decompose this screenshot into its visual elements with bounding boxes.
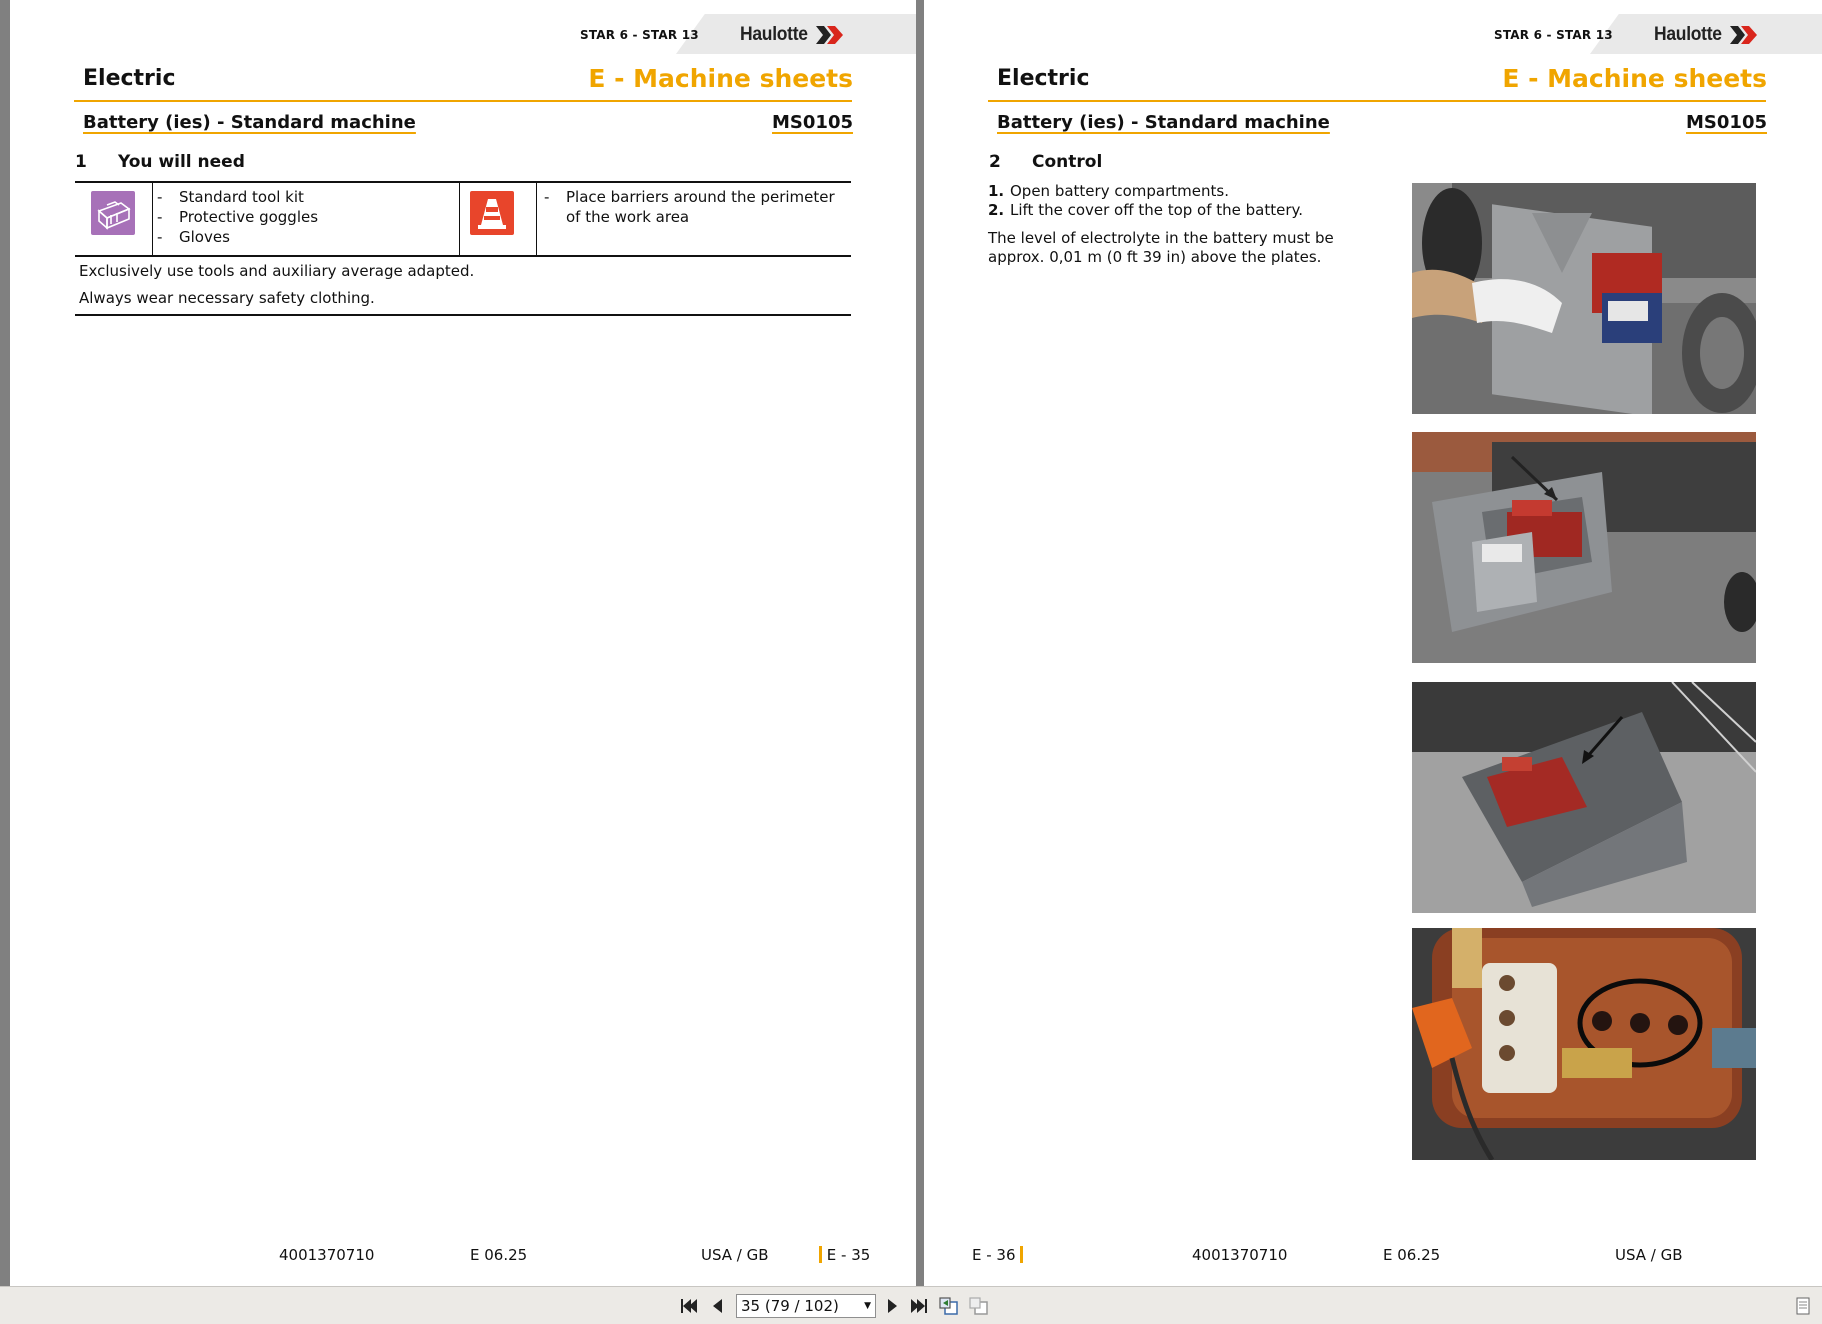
section-title: Electric — [997, 66, 1090, 91]
navigation-toolbar — [0, 1286, 1822, 1324]
photo-battery-tray-left — [1412, 432, 1756, 663]
header-rule — [74, 100, 852, 102]
list-item: - Place barriers around the perimeter of the work area — [544, 187, 849, 227]
footer-edition: E 06.25 — [1383, 1246, 1441, 1264]
page-marker — [1020, 1246, 1023, 1263]
brand-name: Haulotte — [1654, 24, 1722, 45]
step-title: You will need — [118, 152, 245, 172]
page-marker — [819, 1246, 822, 1263]
list-item: - Gloves — [157, 227, 318, 247]
step-number: 1 — [75, 152, 87, 172]
photo-battery-tray-right — [1412, 682, 1756, 913]
instruction-paragraph: The level of electrolyte in the battery must be approx. 0,01 m (0 ft 39 in) above the plates. — [988, 229, 1334, 266]
sheet-subtitle: Battery (ies) - Standard machine — [997, 112, 1330, 133]
table-divider — [152, 183, 153, 255]
page-right — [924, 0, 1822, 1286]
page-left — [10, 0, 916, 1286]
brand-name: Haulotte — [740, 24, 808, 45]
footer-region: USA / GB — [1615, 1246, 1683, 1264]
footer-page-number: E - 35 — [819, 1246, 870, 1264]
instruction-item: 1. Open battery compartments. — [988, 182, 1229, 200]
note-text: Always wear necessary safety clothing. — [79, 289, 375, 307]
list-item: - Protective goggles — [157, 207, 318, 227]
table-divider — [536, 183, 537, 255]
page-number-field[interactable]: 35 (79 / 102) ▼ — [736, 1294, 876, 1318]
chapter-title: E - Machine sheets — [588, 64, 853, 93]
header-model: STAR 6 - STAR 13 — [1494, 28, 1613, 42]
brand-chevrons-icon — [1730, 26, 1760, 44]
toolbox-icon — [91, 191, 135, 235]
tools-list — [157, 187, 318, 247]
header-model: STAR 6 - STAR 13 — [580, 28, 699, 42]
precautions-list — [544, 187, 849, 227]
section-title: Electric — [83, 66, 176, 91]
requirements-table — [75, 181, 851, 257]
table-divider — [459, 183, 460, 255]
haulotte-logo — [740, 24, 846, 46]
haulotte-logo — [1654, 24, 1760, 46]
step-title: Control — [1032, 152, 1103, 172]
header-rule — [988, 100, 1766, 102]
previous-page-icon[interactable] — [706, 1296, 728, 1316]
go-back-view-icon[interactable] — [938, 1296, 960, 1316]
traffic-cone-icon — [470, 191, 514, 235]
page-layout-icon[interactable] — [1792, 1296, 1814, 1316]
photo-open-compartment — [1412, 183, 1756, 414]
instruction-item: 2. Lift the cover off the top of the battery. — [988, 201, 1304, 219]
brand-chevrons-icon — [816, 26, 846, 44]
sheet-code: MS0105 — [1686, 112, 1767, 133]
footer-doc-number: 4001370710 — [1192, 1246, 1288, 1264]
dropdown-arrow-icon[interactable]: ▼ — [864, 1301, 871, 1311]
note-text: Exclusively use tools and auxiliary average adapted. — [79, 262, 475, 280]
next-page-icon[interactable] — [882, 1296, 904, 1316]
go-forward-view-icon[interactable] — [968, 1296, 990, 1316]
footer-doc-number: 4001370710 — [279, 1246, 375, 1264]
step-number: 2 — [989, 152, 1001, 172]
table-bottom-rule — [75, 314, 851, 316]
last-page-icon[interactable] — [908, 1296, 930, 1316]
footer-edition: E 06.25 — [470, 1246, 528, 1264]
first-page-icon[interactable] — [678, 1296, 700, 1316]
footer-region: USA / GB — [701, 1246, 769, 1264]
instructions — [988, 182, 1348, 267]
photo-battery-caps — [1412, 928, 1756, 1160]
chapter-title: E - Machine sheets — [1502, 64, 1767, 93]
sheet-code: MS0105 — [772, 112, 853, 133]
list-item: - Standard tool kit — [157, 187, 318, 207]
footer-page-number: E - 36 — [972, 1246, 1023, 1264]
sheet-subtitle: Battery (ies) - Standard machine — [83, 112, 416, 133]
